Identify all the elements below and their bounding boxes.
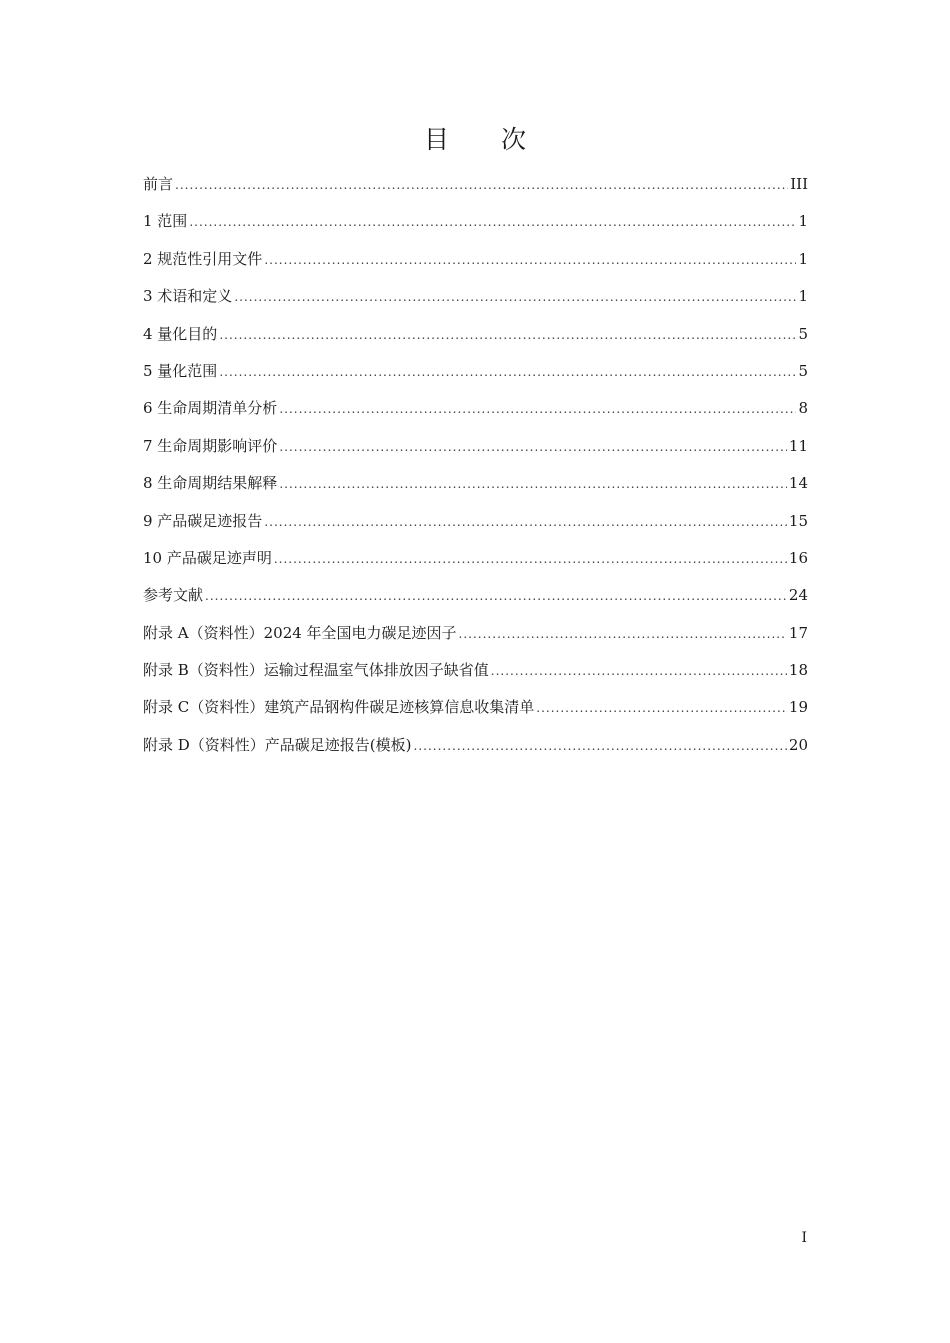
- toc-entry-page: 1: [798, 287, 808, 306]
- toc-leader-dots: [279, 470, 787, 498]
- toc-leader-dots: [491, 657, 787, 685]
- toc-leader-dots: [219, 358, 796, 386]
- toc-leader-dots: [264, 246, 796, 274]
- toc-entry-appendix-b[interactable]: [143, 656, 808, 693]
- toc-entry-quantification-scope[interactable]: [143, 357, 808, 394]
- toc-leader-dots: [264, 508, 787, 536]
- toc-entry-bibliography[interactable]: [143, 581, 808, 618]
- toc-entry-page: 5: [798, 324, 808, 343]
- toc-entry-label: 8 生命周期结果解释: [143, 474, 278, 493]
- toc-leader-dots: [459, 620, 787, 648]
- toc-entry-appendix-d[interactable]: [143, 731, 808, 768]
- toc-entry-page: 8: [798, 399, 808, 418]
- toc-entry-label: 附录 B（资料性）运输过程温室气体排放因子缺省值: [143, 661, 489, 680]
- toc-leader-dots: [414, 732, 787, 760]
- toc-entry-page: 18: [788, 661, 808, 680]
- toc-entry-label: 9 产品碳足迹报告: [143, 511, 263, 530]
- toc-leader-dots: [205, 582, 787, 610]
- toc-entry-page: 24: [788, 586, 808, 605]
- toc-leader-dots: [175, 171, 788, 199]
- toc-entry-page: 14: [788, 474, 808, 493]
- toc-entry-normative-references[interactable]: [143, 245, 808, 282]
- toc-entry-terms-definitions[interactable]: [143, 282, 808, 319]
- table-of-contents: [143, 170, 808, 768]
- toc-entry-page: 15: [788, 511, 808, 530]
- toc-entry-label: 10 产品碳足迹声明: [143, 548, 272, 567]
- toc-entry-label: 附录 A（资料性）2024 年全国电力碳足迹因子: [143, 623, 457, 642]
- toc-entry-page: III: [790, 175, 808, 193]
- toc-entry-inventory-analysis[interactable]: [143, 394, 808, 431]
- toc-leader-dots: [234, 283, 796, 311]
- toc-entry-appendix-c[interactable]: [143, 693, 808, 730]
- toc-entry-label: 1 范围: [143, 212, 188, 231]
- page-number: I: [801, 1230, 807, 1246]
- toc-entry-label: 前言: [143, 175, 174, 193]
- toc-entry-quantification-goal[interactable]: [143, 320, 808, 357]
- toc-entry-label: 3 术语和定义: [143, 287, 233, 306]
- toc-entry-label: 附录 D（资料性）产品碳足迹报告(模板): [143, 735, 412, 754]
- toc-entry-interpretation[interactable]: [143, 469, 808, 506]
- toc-entry-footprint-declaration[interactable]: [143, 544, 808, 581]
- toc-leader-dots: [274, 545, 787, 573]
- toc-leader-dots: [189, 208, 796, 236]
- toc-entry-footprint-report[interactable]: [143, 507, 808, 544]
- toc-entry-impact-assessment[interactable]: [143, 432, 808, 469]
- toc-entry-label: 5 量化范围: [143, 361, 218, 380]
- toc-entry-page: 19: [788, 698, 808, 717]
- toc-entry-label: 4 量化目的: [143, 324, 218, 343]
- toc-leader-dots: [279, 433, 787, 461]
- toc-entry-label: 参考文献: [143, 586, 204, 605]
- toc-entry-page: 1: [798, 212, 808, 231]
- toc-title: 目 次: [424, 125, 548, 154]
- toc-leader-dots: [219, 321, 796, 349]
- toc-entry-appendix-a[interactable]: [143, 619, 808, 656]
- toc-leader-dots: [279, 395, 796, 423]
- toc-entry-page: 11: [788, 436, 808, 455]
- toc-entry-label: 6 生命周期清单分析: [143, 399, 278, 418]
- toc-entry-label: 7 生命周期影响评价: [143, 436, 278, 455]
- toc-entry-page: 17: [788, 623, 808, 642]
- toc-entry-label: 附录 C（资料性）建筑产品钢构件碳足迹核算信息收集清单: [143, 698, 535, 717]
- toc-entry-label: 2 规范性引用文件: [143, 249, 263, 268]
- toc-entry-scope[interactable]: [143, 207, 808, 244]
- toc-entry-page: 20: [788, 735, 808, 754]
- toc-entry-page: 5: [798, 361, 808, 380]
- toc-entry-page: 1: [798, 249, 808, 268]
- toc-entry-page: 16: [788, 548, 808, 567]
- toc-entry-preface[interactable]: [143, 170, 808, 207]
- toc-leader-dots: [536, 694, 787, 722]
